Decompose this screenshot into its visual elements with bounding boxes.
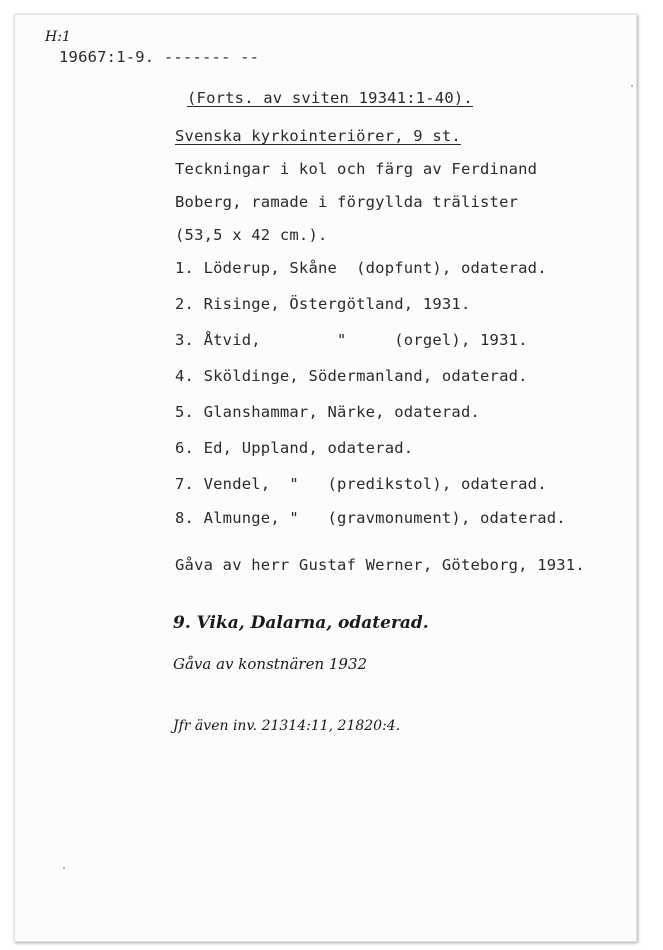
paper-speck xyxy=(63,867,65,869)
card-title: Svenska kyrkointeriörer, 9 st. xyxy=(175,127,461,145)
accession-number: 19667:1-9. ------- -- xyxy=(59,48,260,66)
description-line-2: Boberg, ramade i förgyllda trälister xyxy=(175,193,519,211)
handwritten-item-9: 9. Vika, Dalarna, odaterad. xyxy=(173,613,429,633)
corner-mark: H:1 xyxy=(45,29,71,45)
list-item: 3. Åtvid, " (orgel), 1931. xyxy=(175,331,528,349)
description-line-1: Teckningar i kol och färg av Ferdinand xyxy=(175,160,538,178)
handwritten-reference: Jfr även inv. 21314:11, 21820:4. xyxy=(173,718,401,734)
series-header: (Forts. av sviten 19341:1-40). xyxy=(187,89,473,107)
catalog-card xyxy=(14,14,637,942)
handwritten-gift-note: Gåva av konstnären 1932 xyxy=(173,655,368,673)
list-item: 7. Vendel, " (predikstol), odaterad. xyxy=(175,475,547,493)
list-item: 1. Löderup, Skåne (dopfunt), odaterad. xyxy=(175,259,547,277)
list-item: 2. Risinge, Östergötland, 1931. xyxy=(175,295,471,313)
list-item: 8. Almunge, " (gravmonument), odaterad. xyxy=(175,509,566,527)
description-line-3: (53,5 x 42 cm.). xyxy=(175,226,328,244)
list-item: 6. Ed, Uppland, odaterad. xyxy=(175,439,414,457)
list-item: 5. Glanshammar, Närke, odaterad. xyxy=(175,403,481,421)
list-item: 4. Sköldinge, Södermanland, odaterad. xyxy=(175,367,528,385)
paper-speck xyxy=(631,85,633,87)
gift-credit: Gåva av herr Gustaf Werner, Göteborg, 1931. xyxy=(175,556,585,574)
